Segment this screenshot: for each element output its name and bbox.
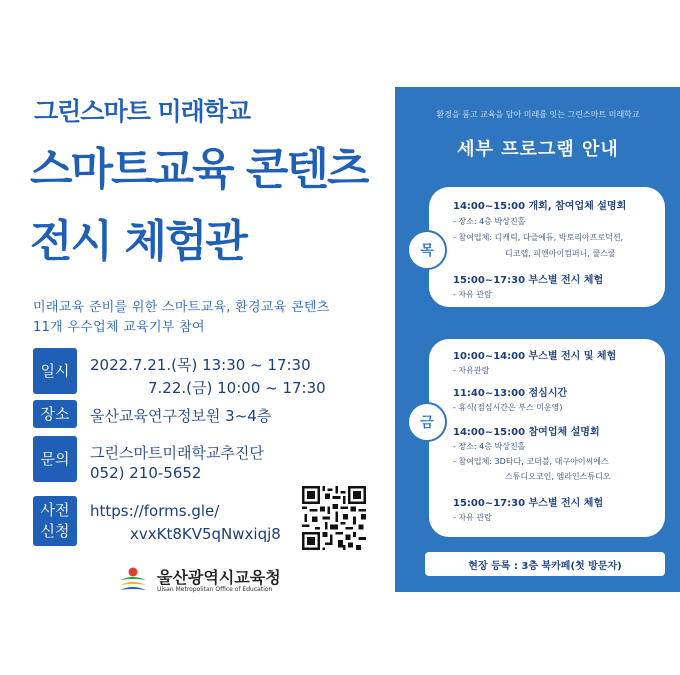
main-title-line1: 스마트교육 콘텐츠 <box>30 144 368 195</box>
schedule-item-time: 15:00~17:30 부스별 전시 체험 <box>453 498 604 509</box>
qr-code-icon[interactable] <box>302 486 366 550</box>
description-line2: 11개 우수업체 교육기부 참여 <box>33 320 205 335</box>
panel-title: 세부 프로그램 안내 <box>457 139 619 160</box>
panel-tagline: 환경을 품고 교육을 담아 미래를 잇는 그린스마트 미래학교 <box>436 110 640 119</box>
subtitle: 그린스마트 미래학교 <box>34 97 251 126</box>
schedule-item-time: 10:00~14:00 부스별 전시 및 체험 <box>453 351 617 362</box>
logo-name: 울산광역시교육청 <box>157 568 281 587</box>
schedule-item-detail: 스튜디오코인, 엠라인스튜디오 <box>505 472 611 481</box>
apply-url-line2[interactable]: xvxKt8KV5qNwxiqj8 <box>130 525 281 543</box>
apply-url-line1[interactable]: https://forms.gle/ <box>90 502 220 520</box>
schedule-item-detail: 디코랩, 피앤아이컴퍼니, 쿨스쿨 <box>505 249 616 258</box>
schedule-item-time: 14:00~15:00 참여업체 설명회 <box>453 427 600 438</box>
program-panel <box>395 87 680 592</box>
schedule-item-detail: - 자유 관람 <box>453 290 492 299</box>
schedule-item-time: 14:00~15:00 개회, 참여업체 설명회 <box>453 201 627 212</box>
schedule-item-time: 11:40~13:00 점심시간 <box>453 388 568 399</box>
date-value-line1: 2022.7.21.(목) 13:30 ~ 17:30 <box>90 356 311 374</box>
office-of-education-logo-icon <box>118 566 148 594</box>
friday-schedule-card <box>429 339 665 537</box>
contact-label: 문의 <box>33 436 77 482</box>
schedule-item-detail: - 장소: 4층 박상진홀 <box>453 442 526 451</box>
place-label: 장소 <box>33 400 77 428</box>
main-title-line2: 전시 체험관 <box>30 216 246 267</box>
schedule-item-detail: - 장소: 4층 박상진홀 <box>453 217 526 226</box>
thursday-badge: 목 <box>407 230 447 270</box>
date-value-line2: 7.22.(금) 10:00 ~ 17:30 <box>148 379 326 397</box>
date-label: 일시 <box>33 348 77 394</box>
schedule-item-detail: - 참여업체: 3D타다, 코더블, 대구아이씨에스 <box>453 457 609 466</box>
schedule-item-detail: - 휴식(점심시간은 부스 미운영) <box>453 403 563 412</box>
schedule-item-time: 15:00~17:30 부스별 전시 체험 <box>453 275 604 286</box>
onsite-registration-note: 현장 등록 : 3층 북카페(첫 방문자) <box>425 552 665 576</box>
friday-badge: 금 <box>407 402 447 442</box>
description-line1: 미래교육 준비를 위한 스마트교육, 환경교육 콘텐츠 <box>33 300 330 315</box>
apply-label-line2: 신청 <box>40 522 70 540</box>
schedule-item-detail: - 참여업체: 디캐릭, 다즐에듀, 박토리아프로덕션, <box>453 233 624 242</box>
thursday-schedule-card <box>429 187 665 307</box>
contact-phone: 052) 210-5652 <box>90 464 202 482</box>
apply-label-line1: 사전 <box>40 501 70 519</box>
logo-english-name: Ulsan Metropolitan Office of Education <box>157 586 273 593</box>
apply-label <box>33 496 77 546</box>
place-value: 울산교육연구정보원 3~4층 <box>90 407 272 425</box>
schedule-item-detail: - 자유 관람 <box>453 513 492 522</box>
schedule-item-detail: - 자유관람 <box>453 366 490 375</box>
contact-organization: 그린스마트미래학교추진단 <box>90 444 264 462</box>
